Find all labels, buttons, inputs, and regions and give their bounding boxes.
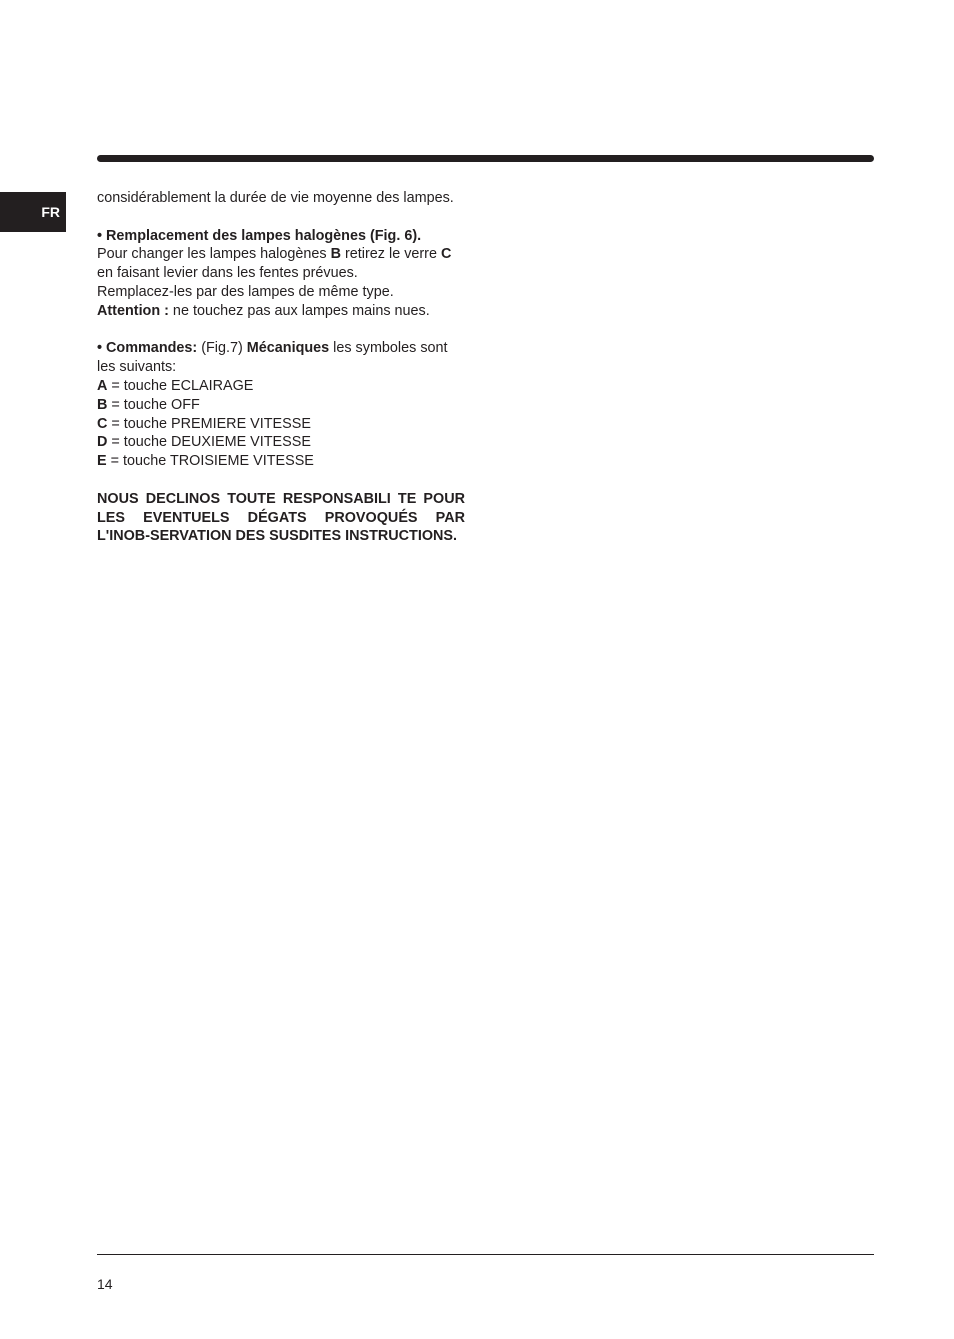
footer-rule [97, 1254, 874, 1255]
attention-note: Attention : ne touchez pas aux lampes mains nues. [97, 302, 430, 319]
intro-paragraph: considérablement la durée de vie moyenne des lampes. [97, 190, 454, 206]
control-item-e: E = touche TROISIEME VITESSE [97, 453, 314, 470]
halogen-heading: • Remplacement des lampes halogènes (Fig. 6). [97, 227, 422, 244]
page-number: 14 [97, 1276, 113, 1292]
halogen-line-3: Remplacez-les par des lampes de même type. [97, 283, 394, 300]
language-tab: FR [0, 192, 66, 232]
liability-warning: NOUS DECLINOS TOUTE RESPONSABILI TE POUR LES EVENTUELS DÉGATS PROVOQUÉS PAR L'INOB-SERVATION DES SUSDITES INSTRUCTIONS. [97, 490, 465, 545]
control-item-d: D = touche DEUXIEME VITESSE [97, 434, 311, 451]
header-rule [97, 155, 874, 162]
control-item-a: A = touche ECLAIRAGE [97, 377, 254, 394]
halogen-line-2: en faisant levier dans les fentes prévues. [97, 265, 358, 282]
control-item-c: C = touche PREMIERE VITESSE [97, 415, 311, 432]
control-item-b: B = touche OFF [97, 396, 200, 413]
controls-intro: • Commandes: (Fig.7) Mécaniques les symboles sont les suivants: [97, 340, 448, 376]
halogen-line-1: Pour changer les lampes halogènes B retirez le verre C [97, 246, 452, 263]
text-column [97, 189, 465, 546]
